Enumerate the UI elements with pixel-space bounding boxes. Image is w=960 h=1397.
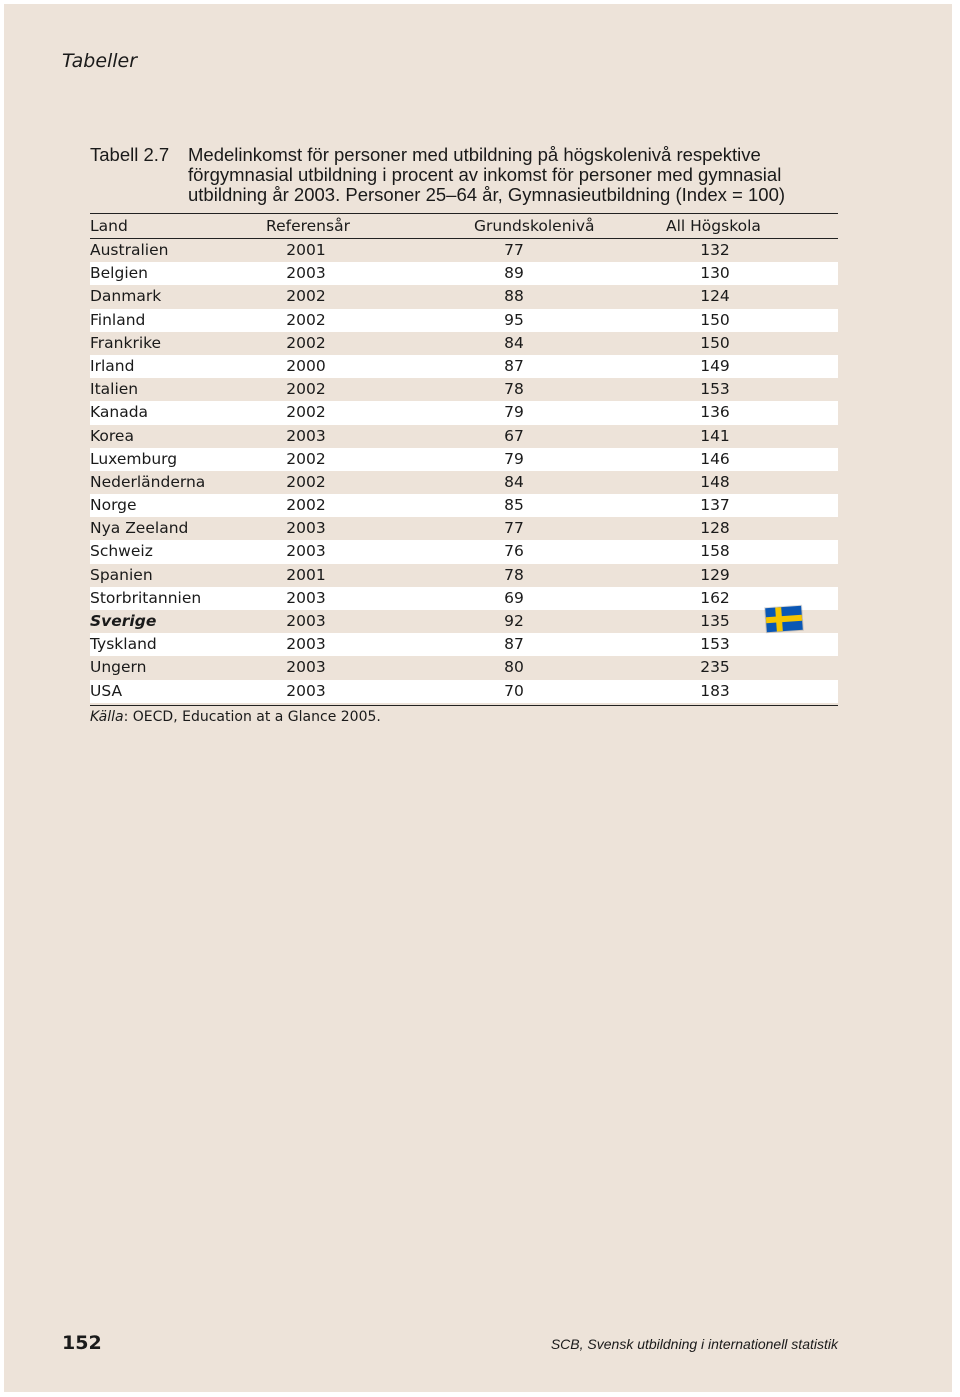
cell-referensar: 2002: [286, 333, 326, 352]
cell-grundskoleniva: 77: [504, 241, 524, 259]
cell-grundskoleniva: 70: [504, 681, 524, 700]
cell-land: Luxemburg: [90, 449, 178, 468]
table-row: [90, 633, 838, 656]
header-all-hogskola: All Högskola: [666, 217, 761, 235]
table-row: [90, 355, 838, 378]
table-row: [90, 564, 838, 587]
cell-land: Frankrike: [90, 333, 162, 352]
table-row: [90, 656, 838, 679]
cell-referensar: 2001: [286, 241, 326, 259]
cell-grundskoleniva: 69: [504, 588, 524, 607]
cell-grundskoleniva: 79: [504, 403, 524, 422]
source-text: : OECD, Education at a Glance 2005.: [123, 709, 381, 725]
cell-grundskoleniva: 84: [504, 333, 524, 352]
cell-grundskoleniva: 87: [504, 635, 524, 654]
page-number: 152: [62, 1332, 102, 1354]
source-label: Källa: [90, 709, 124, 725]
cell-all-hogskola: 150: [700, 310, 730, 329]
cell-land: Norge: [90, 496, 137, 515]
cell-referensar: 2003: [286, 658, 326, 677]
cell-all-hogskola: 235: [700, 658, 730, 677]
table-row: [90, 680, 838, 703]
cell-land: Finland: [90, 310, 146, 329]
running-head: Tabeller: [62, 50, 138, 72]
cell-all-hogskola: 137: [700, 496, 730, 515]
cell-all-hogskola: 129: [700, 565, 730, 584]
cell-referensar: 2003: [286, 635, 326, 654]
cell-grundskoleniva: 77: [504, 519, 524, 538]
cell-land: Korea: [90, 426, 134, 445]
cell-land: Sverige: [90, 612, 157, 630]
cell-all-hogskola: 128: [700, 519, 730, 538]
header-referensar: Referensår: [266, 217, 350, 235]
source-note: [90, 709, 381, 725]
table-row: [90, 448, 838, 471]
cell-land: Italien: [90, 380, 139, 399]
cell-all-hogskola: 141: [700, 426, 730, 445]
cell-land: USA: [90, 681, 123, 700]
cell-grundskoleniva: 78: [504, 380, 524, 399]
cell-grundskoleniva: 76: [504, 542, 524, 561]
cell-all-hogskola: 148: [700, 472, 730, 491]
table-row: [90, 378, 838, 401]
table-row: [90, 587, 838, 610]
cell-referensar: 2003: [286, 681, 326, 700]
cell-grundskoleniva: 79: [504, 449, 524, 468]
cell-referensar: 2003: [286, 588, 326, 607]
page: [4, 4, 952, 1392]
cell-all-hogskola: 146: [700, 449, 730, 468]
cell-referensar: 2002: [286, 472, 326, 491]
cell-land: Belgien: [90, 264, 148, 283]
cell-all-hogskola: 153: [700, 380, 730, 399]
table-caption: Medelinkomst för personer med utbildning på högskolenivå respektive förgymnasial utbildning i procent av inkomst för personer med gymnasial utbildning år 2003. Personer 25–64 år, Gymnasieutbildning (Index = 100): [188, 144, 786, 205]
cell-grundskoleniva: 95: [504, 310, 524, 329]
cell-grundskoleniva: 85: [504, 496, 524, 515]
table-row: [90, 494, 838, 517]
cell-referensar: 2002: [286, 310, 326, 329]
header-grundskoleniva: Grundskolenivå: [474, 217, 595, 235]
cell-land: Nya Zeeland: [90, 519, 189, 538]
table-row: [90, 309, 838, 332]
cell-referensar: 2003: [286, 519, 326, 538]
table-row: [90, 425, 838, 448]
cell-grundskoleniva: 88: [504, 287, 524, 306]
cell-referensar: 2003: [286, 542, 326, 561]
table-row: [90, 285, 838, 308]
cell-all-hogskola: 153: [700, 635, 730, 654]
cell-land: Storbritannien: [90, 588, 202, 607]
cell-all-hogskola: 124: [700, 287, 730, 306]
cell-land: Irland: [90, 356, 135, 375]
table-title: [90, 145, 840, 205]
table-row: [90, 332, 838, 355]
cell-all-hogskola: 135: [700, 612, 730, 630]
cell-land: Ungern: [90, 658, 147, 677]
cell-land: Spanien: [90, 565, 153, 584]
cell-land: Danmark: [90, 287, 162, 306]
table-row: [90, 540, 838, 563]
cell-referensar: 2002: [286, 287, 326, 306]
cell-grundskoleniva: 78: [504, 565, 524, 584]
income-table: [90, 213, 838, 706]
table-row: [90, 262, 838, 285]
cell-land: Tyskland: [90, 635, 157, 654]
header-land: Land: [90, 217, 128, 235]
table-body: [90, 239, 838, 703]
table-row: [90, 610, 838, 633]
cell-referensar: 2003: [286, 264, 326, 283]
table-number: Tabell 2.7: [90, 144, 170, 165]
table-bottom-rule: [90, 705, 838, 706]
cell-all-hogskola: 130: [700, 264, 730, 283]
cell-all-hogskola: 183: [700, 681, 730, 700]
cell-grundskoleniva: 84: [504, 472, 524, 491]
cell-all-hogskola: 150: [700, 333, 730, 352]
publication-title: SCB, Svensk utbildning i internationell statistik: [550, 1336, 838, 1352]
cell-referensar: 2002: [286, 380, 326, 399]
cell-referensar: 2003: [286, 426, 326, 445]
cell-referensar: 2002: [286, 496, 326, 515]
cell-all-hogskola: 136: [700, 403, 730, 422]
cell-grundskoleniva: 80: [504, 658, 524, 677]
cell-land: Australien: [90, 241, 169, 259]
cell-all-hogskola: 158: [700, 542, 730, 561]
cell-grundskoleniva: 67: [504, 426, 524, 445]
cell-grundskoleniva: 92: [504, 612, 524, 630]
cell-all-hogskola: 162: [700, 588, 730, 607]
table-header: [90, 213, 838, 239]
cell-referensar: 2002: [286, 403, 326, 422]
cell-land: Schweiz: [90, 542, 153, 561]
cell-all-hogskola: 132: [700, 241, 730, 259]
cell-all-hogskola: 149: [700, 356, 730, 375]
cell-referensar: 2001: [286, 565, 326, 584]
swedish-flag-icon: [765, 606, 803, 632]
table-row: [90, 401, 838, 424]
cell-land: Kanada: [90, 403, 149, 422]
table-row: [90, 471, 838, 494]
cell-grundskoleniva: 87: [504, 356, 524, 375]
cell-land: Nederländerna: [90, 472, 206, 491]
cell-grundskoleniva: 89: [504, 264, 524, 283]
cell-referensar: 2003: [286, 612, 326, 630]
table-row: [90, 239, 838, 262]
cell-referensar: 2000: [286, 356, 326, 375]
cell-referensar: 2002: [286, 449, 326, 468]
table-row: [90, 517, 838, 540]
